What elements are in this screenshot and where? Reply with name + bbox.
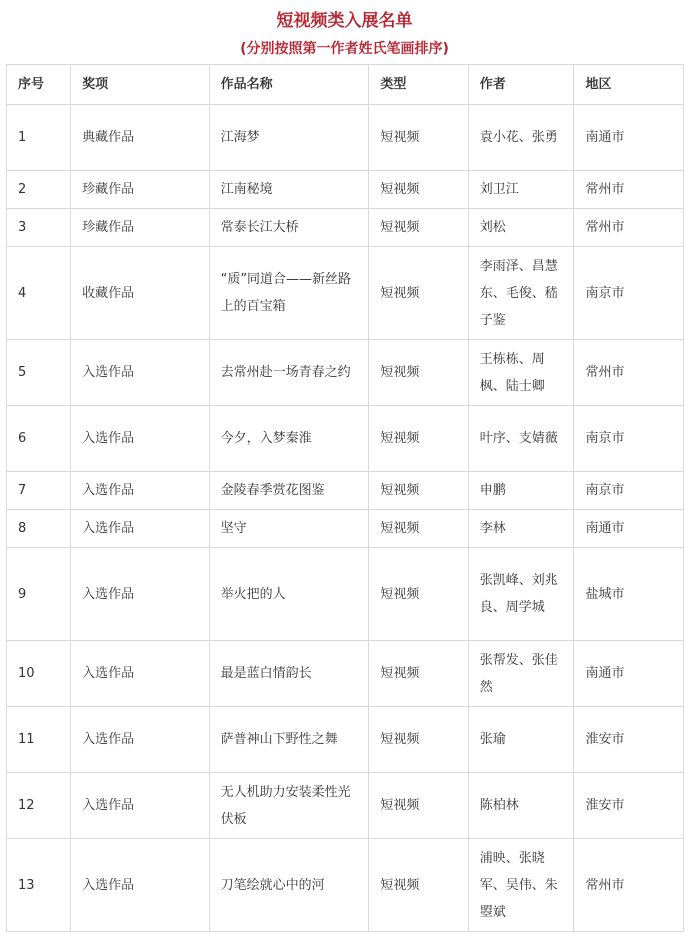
cell-type: 短视频 [369, 839, 468, 932]
cell-type: 短视频 [369, 510, 468, 548]
cell-region: 南通市 [574, 641, 684, 707]
cell-region: 南通市 [574, 105, 684, 171]
cell-author: 李雨泽、昌慧东、毛俊、嵇子鉴 [468, 247, 574, 340]
cell-name: 今夕，入梦秦淮 [209, 406, 369, 472]
cell-no: 8 [7, 510, 71, 548]
cell-no: 2 [7, 171, 71, 209]
cell-author: 陈柏林 [468, 773, 574, 839]
cell-region: 常州市 [574, 209, 684, 247]
cell-no: 11 [7, 707, 71, 773]
entries-table [6, 64, 684, 932]
cell-no: 4 [7, 247, 71, 340]
table-row [7, 472, 684, 510]
cell-award: 入选作品 [71, 707, 209, 773]
cell-award: 入选作品 [71, 839, 209, 932]
cell-author: 浦映、张晓军、吴伟、朱曌斌 [468, 839, 574, 932]
cell-region: 南通市 [574, 510, 684, 548]
cell-type: 短视频 [369, 171, 468, 209]
cell-name: “质”同道合——新丝路上的百宝箱 [209, 247, 369, 340]
table-row [7, 839, 684, 932]
header-award: 奖项 [71, 65, 209, 105]
cell-name: 江南秘境 [209, 171, 369, 209]
cell-type: 短视频 [369, 105, 468, 171]
cell-region: 常州市 [574, 171, 684, 209]
cell-name: 常泰长江大桥 [209, 209, 369, 247]
cell-region: 南京市 [574, 406, 684, 472]
cell-name: 去常州赴一场青春之约 [209, 340, 369, 406]
cell-no: 6 [7, 406, 71, 472]
table-row [7, 105, 684, 171]
cell-award: 珍藏作品 [71, 209, 209, 247]
table-row [7, 510, 684, 548]
cell-name: 江海梦 [209, 105, 369, 171]
header-type: 类型 [369, 65, 468, 105]
cell-author: 申鹏 [468, 472, 574, 510]
cell-type: 短视频 [369, 548, 468, 641]
cell-type: 短视频 [369, 406, 468, 472]
cell-type: 短视频 [369, 209, 468, 247]
cell-award: 入选作品 [71, 773, 209, 839]
header-author: 作者 [468, 65, 574, 105]
cell-no: 10 [7, 641, 71, 707]
page-title: 短视频类入展名单 [276, 11, 413, 31]
cell-name: 刀笔绘就心中的河 [209, 839, 369, 932]
cell-award: 入选作品 [71, 510, 209, 548]
table-row [7, 773, 684, 839]
table-row [7, 406, 684, 472]
cell-type: 短视频 [369, 340, 468, 406]
cell-award: 入选作品 [71, 641, 209, 707]
cell-author: 刘卫江 [468, 171, 574, 209]
cell-type: 短视频 [369, 472, 468, 510]
cell-region: 常州市 [574, 340, 684, 406]
cell-no: 9 [7, 548, 71, 641]
cell-region: 常州市 [574, 839, 684, 932]
cell-award: 入选作品 [71, 472, 209, 510]
cell-name: 萨普神山下野性之舞 [209, 707, 369, 773]
cell-name: 坚守 [209, 510, 369, 548]
cell-award: 入选作品 [71, 406, 209, 472]
cell-author: 张凯峰、刘兆良、周学城 [468, 548, 574, 641]
cell-award: 入选作品 [71, 548, 209, 641]
header-no: 序号 [7, 65, 71, 105]
cell-type: 短视频 [369, 773, 468, 839]
cell-type: 短视频 [369, 247, 468, 340]
page-subtitle: (分别按照第一作者姓氏笔画排序) [240, 41, 449, 57]
table-row [7, 340, 684, 406]
table-row [7, 171, 684, 209]
cell-award: 收藏作品 [71, 247, 209, 340]
table-row [7, 209, 684, 247]
cell-region: 淮安市 [574, 773, 684, 839]
cell-region: 淮安市 [574, 707, 684, 773]
cell-region: 南京市 [574, 247, 684, 340]
cell-no: 1 [7, 105, 71, 171]
cell-region: 南京市 [574, 472, 684, 510]
header-region: 地区 [574, 65, 684, 105]
table-row [7, 548, 684, 641]
cell-name: 金陵春季赏花图鉴 [209, 472, 369, 510]
table-row [7, 641, 684, 707]
cell-region: 盐城市 [574, 548, 684, 641]
cell-author: 张瑜 [468, 707, 574, 773]
cell-type: 短视频 [369, 641, 468, 707]
cell-no: 3 [7, 209, 71, 247]
cell-no: 12 [7, 773, 71, 839]
cell-author: 袁小花、张勇 [468, 105, 574, 171]
cell-author: 叶序、支婧薇 [468, 406, 574, 472]
cell-author: 李林 [468, 510, 574, 548]
table-header-row [7, 65, 684, 105]
cell-name: 最是蓝白情韵长 [209, 641, 369, 707]
cell-author: 王栋栋、周枫、陆士卿 [468, 340, 574, 406]
cell-award: 典藏作品 [71, 105, 209, 171]
cell-author: 刘松 [468, 209, 574, 247]
cell-no: 5 [7, 340, 71, 406]
table-row [7, 707, 684, 773]
cell-name: 无人机助力安装柔性光伏板 [209, 773, 369, 839]
cell-type: 短视频 [369, 707, 468, 773]
cell-no: 13 [7, 839, 71, 932]
cell-no: 7 [7, 472, 71, 510]
cell-name: 举火把的人 [209, 548, 369, 641]
header-name: 作品名称 [209, 65, 369, 105]
table-row [7, 247, 684, 340]
cell-award: 入选作品 [71, 340, 209, 406]
cell-author: 张帮发、张佳然 [468, 641, 574, 707]
cell-award: 珍藏作品 [71, 171, 209, 209]
